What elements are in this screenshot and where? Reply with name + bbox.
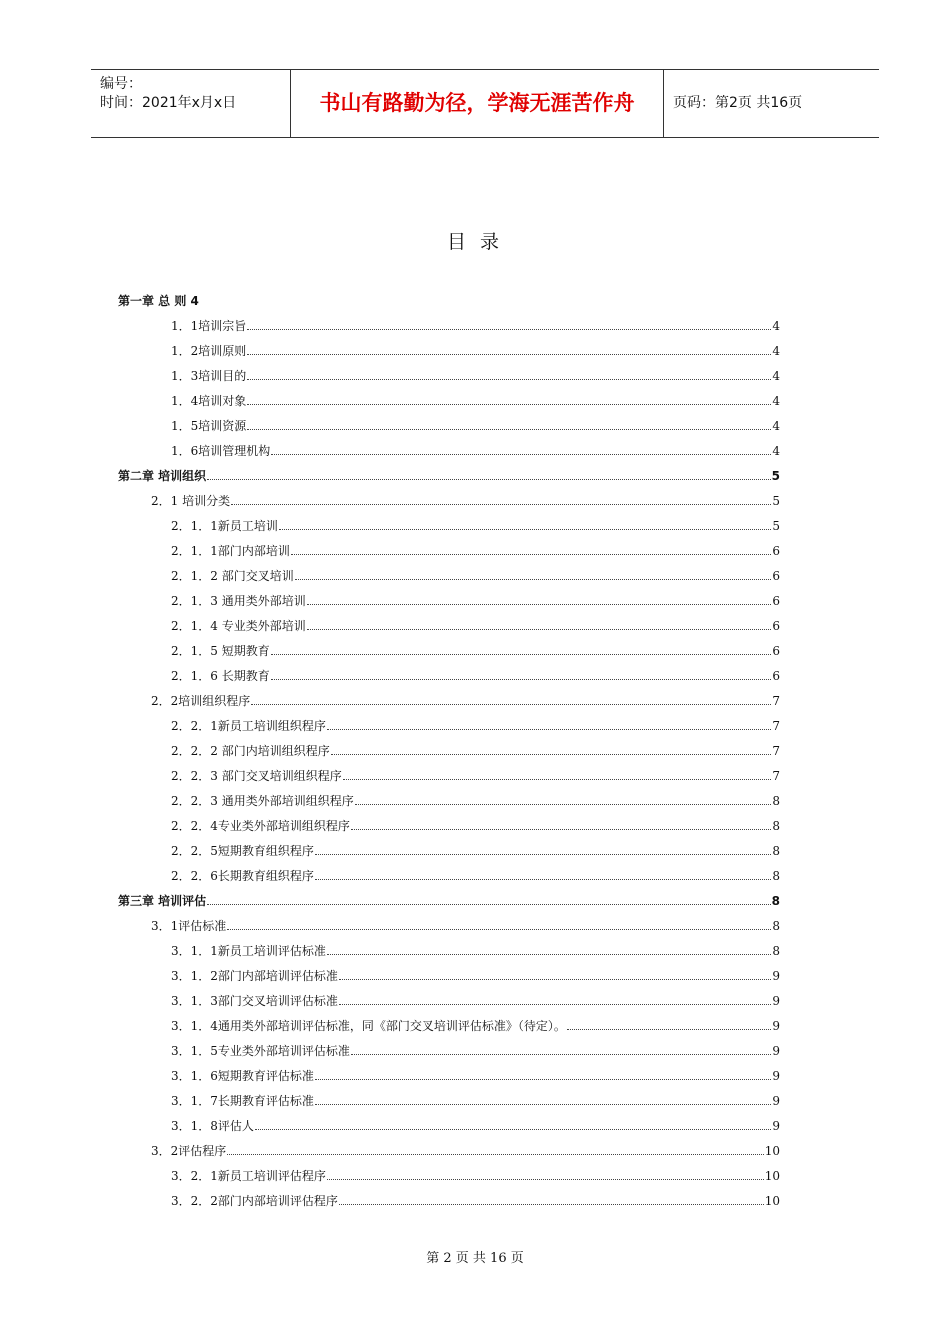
dot-leader [271,445,771,455]
document-date: 时间：2021年x月x日 [100,95,237,111]
toc-entry-page: 5 [772,494,780,508]
toc-entry-page: 4 [772,444,780,458]
dot-leader [295,570,772,580]
toc-entry[interactable] [171,567,780,587]
page-header [91,69,879,138]
dot-leader [315,870,771,880]
toc-entry-page: 8 [772,794,780,808]
toc-entry-page: 6 [772,644,780,658]
toc-entry-page: 9 [772,1044,780,1058]
toc-entry-page: 4 [772,344,780,358]
toc-entry-label: 3．2．1新员工培训评估程序 [171,1169,326,1183]
dot-leader [351,820,771,830]
header-page-info: 页码：第2页 共16页 [673,95,803,111]
dot-leader [247,345,771,355]
toc-chapter-title: 第一章 总 则 4 [118,294,199,308]
toc-entry[interactable] [171,592,780,612]
toc-entry-label: 2．2．4专业类外部培训组织程序 [171,819,350,833]
toc-entry-label: 3．1评估标准 [151,919,227,933]
toc-entry-page: 9 [772,1094,780,1108]
dot-leader [307,595,772,605]
toc-entry-label: 1．5培训资源 [171,419,247,433]
toc-entry-label: 2．1．6 长期教育 [171,669,270,683]
toc-entry[interactable] [171,792,780,812]
toc-entry[interactable] [171,1167,780,1187]
toc-entry-label: 2．1．4 专业类外部培训 [171,619,306,633]
toc-entry-page: 5 [772,519,780,533]
toc-entry-label: 1．4培训对象 [171,394,247,408]
toc-entry-label: 1．6培训管理机构 [171,444,271,458]
toc-entry-label: 2．2．1新员工培训组织程序 [171,719,326,733]
toc-entry-label: 2．1．1新员工培训 [171,519,278,533]
toc-entry-page: 7 [772,744,780,758]
dot-leader [247,320,771,330]
toc-entry-label: 3．1．8评估人 [171,1119,254,1133]
dot-leader [355,795,772,805]
toc-entry[interactable] [151,492,780,512]
toc-entry[interactable] [171,1092,780,1112]
toc-entry-page: 8 [772,944,780,958]
toc-entry-label: 1．1培训宗旨 [171,319,247,333]
toc-entry-page: 5 [771,469,780,483]
toc-entry-label: 3．1．1新员工培训评估标准 [171,944,326,958]
toc-entry[interactable] [171,717,780,737]
toc-entry[interactable] [171,617,780,637]
toc-entry-label: 1．2培训原则 [171,344,247,358]
toc-entry-page: 4 [772,394,780,408]
toc-entry-page: 9 [772,1019,780,1033]
toc-entry[interactable] [171,642,780,662]
toc-entry[interactable] [151,917,780,937]
dot-leader [327,945,771,955]
dot-leader [291,545,771,555]
toc-entry-label: 2．1．1部门内部培训 [171,544,290,558]
dot-leader [351,1045,771,1055]
toc-entry-label: 2．2．3 部门交叉培训组织程序 [171,769,342,783]
toc-entry[interactable] [171,342,780,362]
toc-entry-label: 2．2．6长期教育组织程序 [171,869,314,883]
dot-leader [343,770,772,780]
toc-entry-label: 2．2．2 部门内培训组织程序 [171,744,330,758]
header-meta [100,70,290,137]
toc-entry[interactable] [171,1192,780,1212]
toc-entry[interactable] [171,417,780,437]
toc-entry-label: 2．2．5短期教育组织程序 [171,844,314,858]
toc-entry-label: 1．3培训目的 [171,369,247,383]
toc-entry-page: 6 [772,669,780,683]
dot-leader [315,1070,771,1080]
dot-leader [327,1170,764,1180]
toc-entry-label: 2．1．2 部门交叉培训 [171,569,294,583]
toc-entry[interactable] [171,942,780,962]
toc-entry-label: 3．1．4通用类外部培训评估标准，同《部门交叉培训评估标准》（待定）。 [171,1019,566,1033]
dot-leader [567,1020,771,1030]
toc-entry[interactable] [171,967,780,987]
dot-leader [247,420,771,430]
toc-entry[interactable] [171,517,780,537]
toc-entry-page: 4 [772,419,780,433]
dot-leader [339,1195,764,1205]
toc-entry-page: 9 [772,969,780,983]
toc-entry-label: 3．2．2部门内部培训评估程序 [171,1194,338,1208]
toc-entry-page: 6 [772,544,780,558]
toc-entry[interactable] [171,317,780,337]
toc-entry-page: 4 [772,319,780,333]
header-divider [663,70,664,137]
toc-entry-page: 9 [772,1069,780,1083]
dot-leader [227,920,771,930]
toc-entry[interactable] [171,1067,780,1087]
toc-entry-label: 3．1．5专业类外部培训评估标准 [171,1044,350,1058]
toc-chapter-1[interactable] [118,292,199,312]
toc-entry[interactable] [151,1142,780,1162]
toc-chapter-title: 第二章 培训组织 [118,469,207,483]
dot-leader [247,395,771,405]
toc-entry-page: 10 [764,1169,780,1183]
dot-leader [331,745,772,755]
dot-leader [247,370,771,380]
dot-leader [231,495,771,505]
toc-chapter-title: 第三章 培训评估 [118,894,207,908]
toc-entry[interactable] [171,842,780,862]
toc-entry-page: 10 [764,1194,780,1208]
toc-entry-page: 6 [772,594,780,608]
dot-leader [339,970,771,980]
dot-leader [251,695,771,705]
toc-entry[interactable] [171,542,780,562]
toc-title: 目 录 [446,231,504,253]
toc-entry-page: 9 [772,994,780,1008]
toc-entry-page: 8 [772,819,780,833]
toc-entry-page: 8 [772,844,780,858]
dot-leader [207,470,770,480]
toc-chapter-3[interactable] [118,892,780,912]
toc-entry-label: 2．1．5 短期教育 [171,644,270,658]
toc-entry-label: 3．1．6短期教育评估标准 [171,1069,314,1083]
toc-entry-label: 2．1 培训分类 [151,494,231,508]
toc-entry[interactable] [171,1117,780,1137]
dot-leader [279,520,771,530]
toc-entry-page: 8 [772,919,780,933]
toc-entry[interactable] [171,817,780,837]
toc-entry[interactable] [171,442,780,462]
toc-entry-page: 7 [772,769,780,783]
toc-entry[interactable] [171,1042,780,1062]
toc-entry-label: 3．1．7长期教育评估标准 [171,1094,314,1108]
toc-entry[interactable] [171,667,780,687]
dot-leader [271,670,772,680]
dot-leader [315,845,771,855]
page-footer: 第 2 页 共 16 页 [426,1251,524,1266]
dot-leader [227,1145,763,1155]
toc-entry[interactable] [171,992,780,1012]
toc-entry-page: 9 [772,1119,780,1133]
toc-entry-label: 2．2．3 通用类外部培训组织程序 [171,794,354,808]
toc-entry[interactable] [171,867,780,887]
toc-entry[interactable] [171,742,780,762]
dot-leader [307,620,772,630]
header-motto: 书山有路勤为径，学海无涯苦作舟 [319,91,635,115]
document-number-label: 编号： [100,76,142,92]
dot-leader [255,1120,771,1130]
toc-entry-page: 8 [772,869,780,883]
toc-entry-label: 3．1．3部门交叉培训评估标准 [171,994,338,1008]
toc-entry-page: 6 [772,619,780,633]
toc-entry-label: 3．1．2部门内部培训评估标准 [171,969,338,983]
toc-entry-label: 3．2评估程序 [151,1144,227,1158]
toc-entry[interactable] [151,692,780,712]
toc-entry[interactable] [171,767,780,787]
toc-entry[interactable] [171,367,780,387]
dot-leader [327,720,771,730]
toc-chapter-2[interactable] [118,467,780,487]
toc-entry-page: 10 [764,1144,780,1158]
toc-entry-page: 7 [772,694,780,708]
toc-entry-label: 2．2培训组织程序 [151,694,251,708]
dot-leader [271,645,772,655]
toc-entry[interactable] [171,1017,780,1037]
toc-entry-label: 2．1．3 通用类外部培训 [171,594,306,608]
toc-entry-page: 8 [771,894,780,908]
toc-entry-page: 4 [772,369,780,383]
dot-leader [315,1095,771,1105]
toc-entry-page: 7 [772,719,780,733]
toc-entry-page: 6 [772,569,780,583]
dot-leader [207,895,770,905]
dot-leader [339,995,771,1005]
toc-entry[interactable] [171,392,780,412]
